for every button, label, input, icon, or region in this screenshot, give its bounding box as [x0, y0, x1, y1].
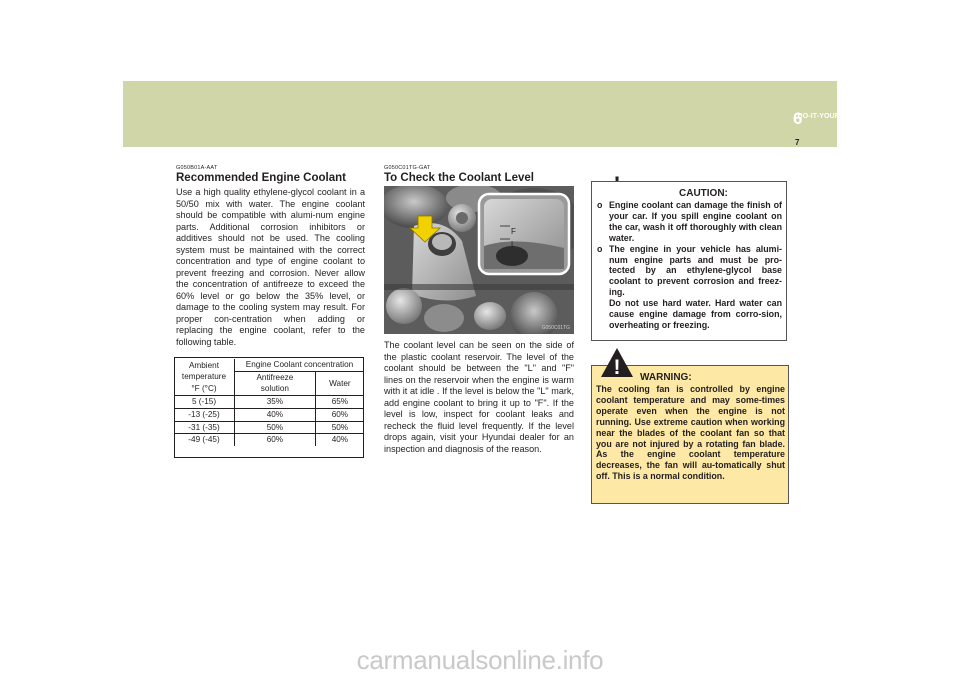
table-row: 5 (-15) 35% 65%: [174, 396, 364, 409]
header-engine-coolant: Engine Coolant concentration: [235, 359, 365, 371]
watermark: carmanualsonline.info: [356, 645, 604, 675]
inset-label-l: L: [511, 240, 516, 249]
table-frame: [174, 357, 364, 458]
warning-body: The cooling fan is controlled by engine coolant temperature and may some-times operate even when the engine is not running. Use extreme caution when working near the blades of the coolant fan so that you are not injured by a rotating fan blade. As the engine coolant temperature decreases, the fan will au-tomatically shut off. This is a normal condition.: [596, 384, 785, 482]
warning-title: WARNING:: [640, 372, 692, 383]
caution-list: [592, 200, 786, 331]
svg-text:!: !: [613, 356, 621, 379]
check-coolant-section: [384, 165, 574, 184]
section-heading: To Check the Coolant Level: [384, 172, 534, 184]
table-row: -13 (-25) 40% 60%: [174, 408, 364, 421]
table-row: -49 (-45) 60% 40%: [174, 434, 364, 446]
caution-title: CAUTION:: [679, 188, 728, 199]
caution-extra: Do not use hard water. Hard water can cause engine damage from corro-sion, overheating or freezing.: [609, 298, 782, 330]
engine-bay-photo: [384, 186, 574, 334]
inset-label-f: F: [511, 227, 516, 236]
section-code: G050B01A-AAT: [176, 165, 218, 171]
check-body: The coolant level can be seen on the side of the plastic coolant reservoir. The level of the coolant should be between the "L" and "F" lines on the reservoir when the engine is warm with it at idle . If the level is below the "L" mark, add engine coolant to bring it up to "F". If the level is low, inspect for coolant leaks and recheck the fluid level frequently. If the level drops again, visit your Hyundai dealer for an inspection and diagnosis of the reason.: [384, 340, 574, 454]
section-heading: Recommended Engine Coolant: [176, 172, 346, 184]
section-title: DO-IT-YOURSELF MAINTENANCE: [797, 113, 913, 120]
caution-box: [591, 181, 787, 341]
page-number: 7: [795, 138, 800, 147]
table-row: -31 (-35) 50% 50%: [174, 421, 364, 434]
list-item: o The engine in your vehicle has alumi-num engine parts and must be pro-tected by an ethylene-glycol base coolant to prevent corrosion and freez-ing. Do not use hard water. Hard water can cause engine damage from corro-sion, overheating or freezing.: [597, 243, 782, 330]
header-band: [123, 81, 837, 147]
header-water: Water: [315, 371, 364, 395]
list-item: o Engine coolant can damage the finish of your car. If you spill engine coolant on the car, wash it off thoroughly with clean water.: [597, 200, 782, 243]
section-body: Use a high quality ethylene-glycol coolant in a 50/50 mix with water. The engine coolant should be compatible with alumi-num engine parts. Additional corrosion inhibitors or additives should not be used. The cooling system must be maintained with the correct concentration and type of engine coolant to prevent freezing and corrosion. Never allow the concentration of antifreeze to exceed the 60% level or go below the 35% level, or damage to the cooling system may result. For proper con-centration when adding or replacing the engine coolant, refer to the following table.: [176, 187, 365, 347]
engine-bay-illustration: [384, 186, 574, 334]
warning-box: [591, 365, 789, 504]
section-code: G050C01TG-GAT: [384, 165, 431, 171]
header-ambient: Ambient temperature °F (°C): [174, 359, 235, 396]
header-antifreeze: Antifreeze solution: [235, 371, 316, 395]
warning-triangle-icon: [600, 347, 634, 379]
recommended-coolant-section: [176, 165, 365, 348]
photo-code: G050C01TG: [541, 325, 570, 331]
chapter-number: 6: [793, 109, 803, 128]
